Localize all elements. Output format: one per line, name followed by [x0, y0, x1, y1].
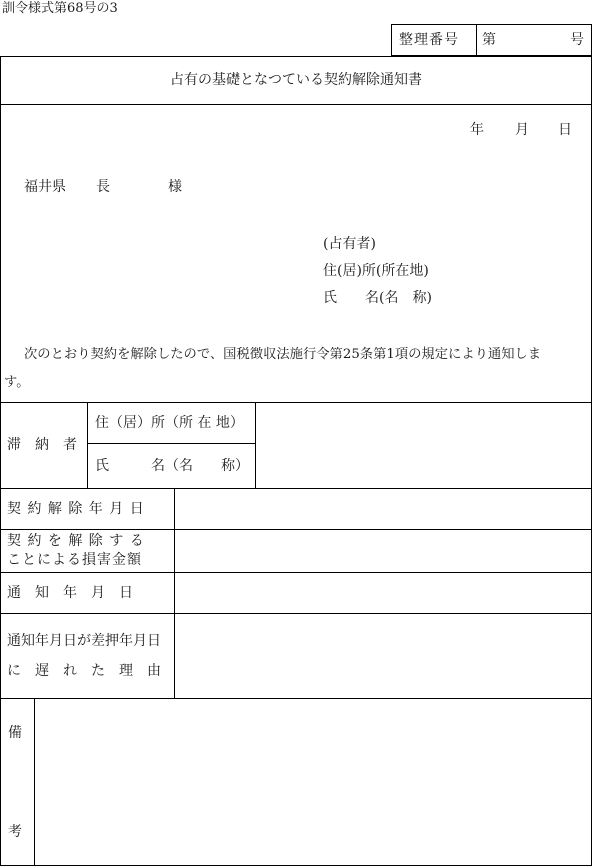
seiri-label: 整理番号 — [399, 32, 459, 48]
reason-value-cell[interactable] — [175, 614, 591, 698]
occupant-address-label: 住(居)所(所在地) — [323, 263, 429, 279]
remarks-label-top: 備 — [8, 725, 22, 741]
delinquent-inner-rule — [87, 443, 255, 444]
damage-label-line2: ことによる損害金額 — [7, 552, 142, 568]
remarks-value-cell[interactable] — [35, 699, 591, 865]
addressee-prefecture: 福井県 — [24, 179, 66, 195]
body-text-line2: す。 — [4, 375, 30, 390]
cancel-date-label: 契 約 解 除 年 月 日 — [7, 501, 145, 517]
delinquent-label: 滞 納 者 — [7, 437, 77, 453]
title-divider — [0, 104, 592, 105]
seiri-go: 号 — [570, 32, 584, 48]
cancel-date-value-cell[interactable] — [175, 489, 591, 529]
occupant-name-label: 氏 名(名 称) — [323, 290, 432, 306]
reason-label-line2: に 遅 れ た 理 由 — [7, 663, 161, 679]
damage-label-line1: 契 約 を 解 除 す る — [7, 533, 145, 549]
reason-label-line1: 通知年月日が差押年月日 — [7, 633, 161, 649]
delinquent-label-divider — [87, 402, 88, 488]
document-title: 占有の基礎となつている契約解除通知書 — [170, 72, 422, 88]
date-year: 年 — [470, 122, 484, 138]
addressee-honorific: 様 — [168, 179, 182, 195]
remarks-label-bottom: 考 — [8, 824, 22, 840]
form-id: 訓令様式第68号の3 — [2, 1, 118, 16]
notice-date-value-cell[interactable] — [175, 573, 591, 613]
addressee-chief: 長 — [96, 179, 110, 195]
damage-value-cell[interactable] — [175, 530, 591, 572]
seiri-dai: 第 — [482, 32, 496, 48]
notice-date-label: 通 知 年 月 日 — [7, 585, 133, 601]
date-day: 日 — [558, 122, 572, 138]
delinquent-name-label: 氏 名（名 称） — [95, 458, 249, 474]
delinquent-address-label: 住（居）所（所 在 地） — [95, 415, 244, 431]
occupant-label: (占有者) — [323, 236, 376, 252]
delinquent-value-cell[interactable] — [256, 403, 591, 488]
body-text-line1: 次のとおり契約を解除したので、国税徴収法施行令第25条第1項の規定により通知しま — [24, 347, 542, 362]
seiri-divider — [476, 24, 477, 56]
date-month: 月 — [515, 122, 529, 138]
